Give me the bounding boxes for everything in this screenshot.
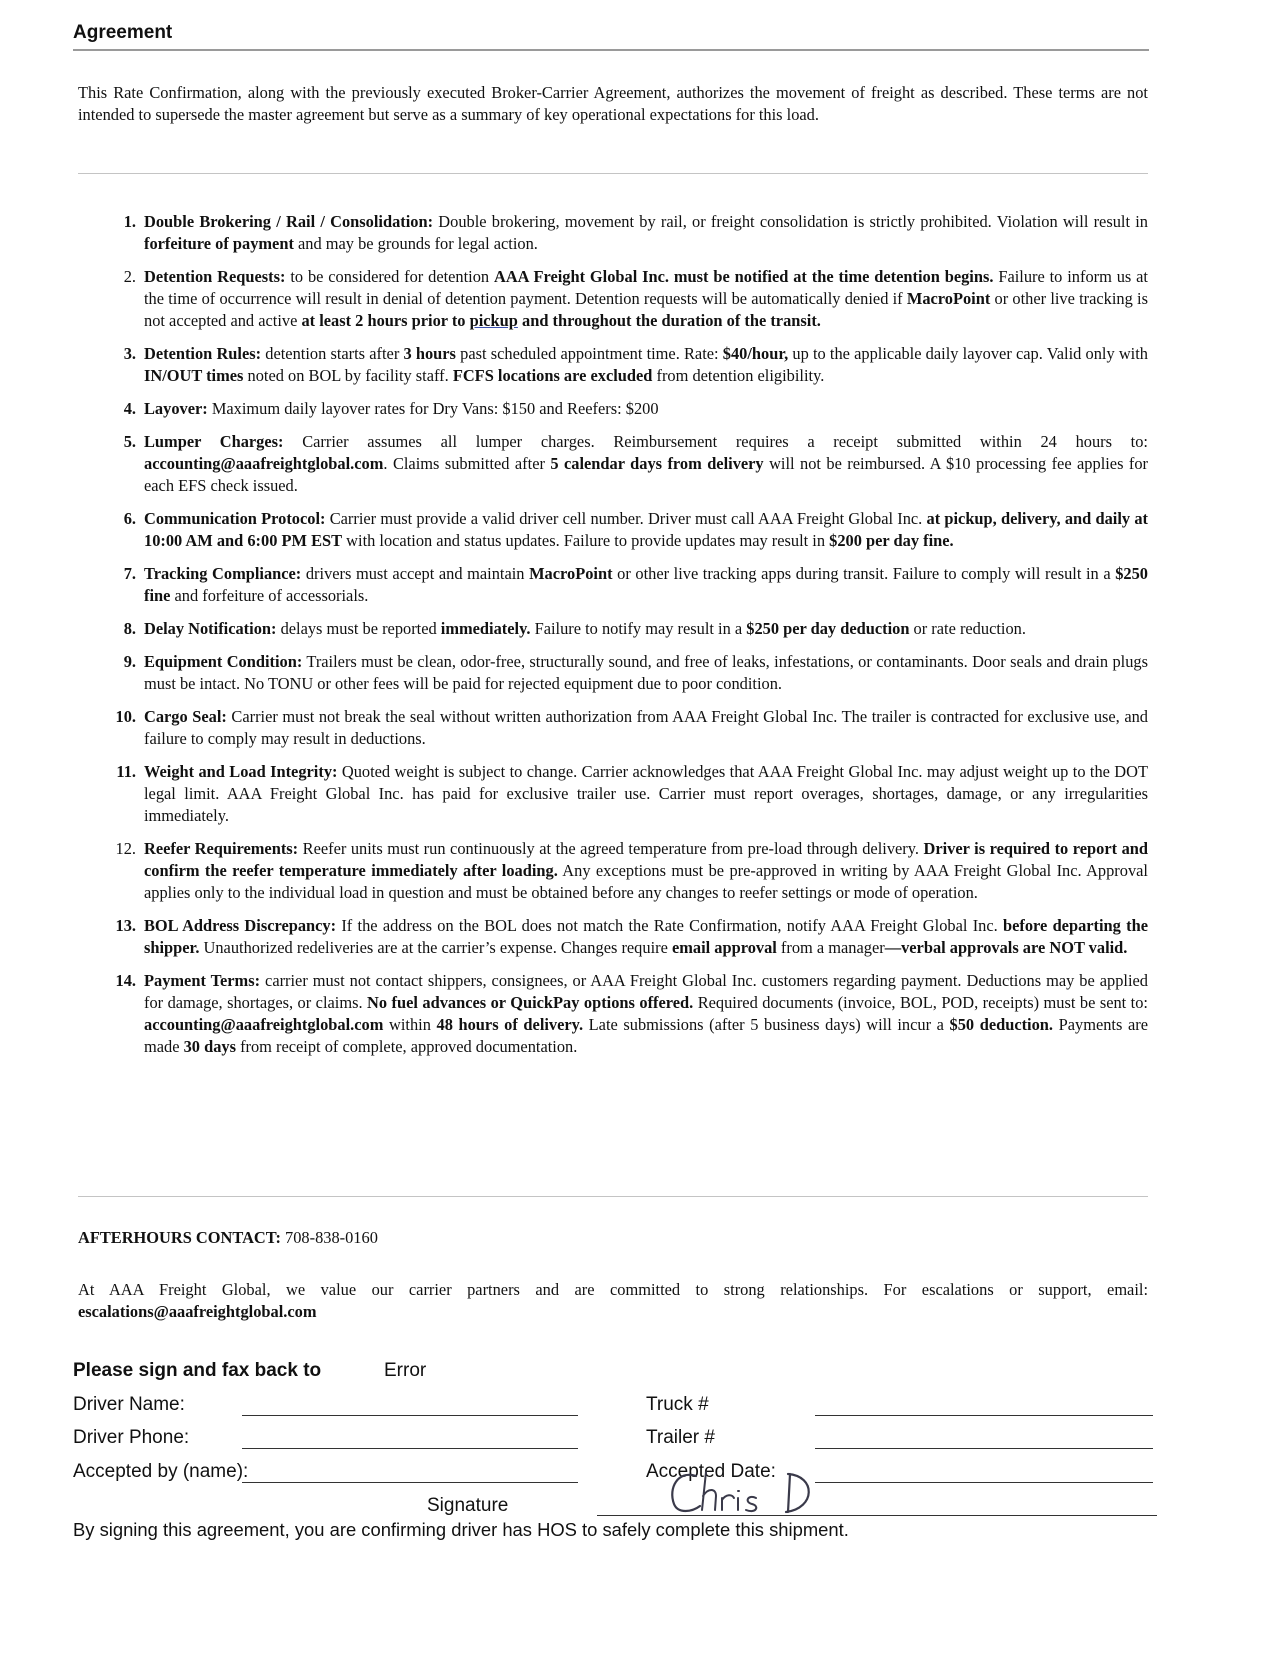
term-item: [104, 343, 1148, 387]
term-number: 12.: [115, 839, 136, 858]
term-text: from detention eligibility.: [652, 366, 825, 385]
term-text: Failure to inform us at the time of occurrence will result in denial of detention payment. Detention requests will be automatically denied if: [144, 267, 1148, 308]
term-text: Any exceptions must be pre-approved in writing by AAA Freight Global Inc. Approval applies only to the individual load in question and must be obtained before any changes to reefer settings or mode of operation.: [144, 861, 1148, 902]
term-number: 8.: [123, 619, 136, 638]
term-text: Unauthorized redeliveries are at the carrier’s expense. Changes require: [199, 938, 672, 957]
term-emphasis: BOL Address Discrepancy:: [144, 916, 337, 935]
divider: [78, 1196, 1148, 1197]
term-text: to be considered for detention: [285, 267, 494, 286]
term-text: If the address on the BOL does not match the Rate Confirmation, notify AAA Freight Global Inc.: [336, 916, 1003, 935]
term-emphasis: $50 deduction.: [949, 1015, 1054, 1034]
term-number: 6.: [123, 509, 136, 528]
term-emphasis: at least 2 hours prior to: [301, 311, 470, 330]
term-text: past scheduled appointment time. Rate:: [455, 344, 723, 363]
term-emphasis: Delay Notification:: [144, 619, 277, 638]
accepted-by-field[interactable]: [242, 1482, 578, 1483]
term-text: Required documents (invoice, BOL, POD, receipts) must be sent to:: [693, 993, 1148, 1012]
term-text: Maximum daily layover rates for Dry Vans: $150 and Reefers: $200: [207, 399, 659, 418]
term-emphasis: Tracking Compliance:: [144, 564, 302, 583]
term-number: 3.: [123, 344, 136, 363]
term-item: [104, 651, 1148, 695]
term-number: 5.: [123, 432, 136, 451]
accepted-date-field[interactable]: [815, 1482, 1153, 1483]
term-item: [104, 706, 1148, 750]
term-text: Carrier must not break the seal without written authorization from AAA Freight Global Inc. The trailer is contracted for exclusive use, and failure to comply may result in deductions.: [144, 707, 1148, 748]
intro-paragraph: This Rate Confirmation, along with the previously executed Broker-Carrier Agreement, authorizes the movement of freight as described. These terms are not intended to supersede the master agreement but serve as a summary of key operational expectations for this load.: [78, 83, 1148, 124]
term-emphasis: Reefer Requirements:: [144, 839, 299, 858]
term-emphasis: $40/hour,: [722, 344, 789, 363]
term-text: with location and status updates. Failure to provide updates may result in: [342, 531, 830, 550]
term-text: or other live tracking apps during transit. Failure to comply will result in a: [612, 564, 1116, 583]
term-text: Quoted weight is subject to change. Carrier acknowledges that AAA Freight Global Inc. may adjust weight up to the DOT legal limit. AAA Freight Global Inc. has paid for exclusive trailer use. Carrier must report overages, shortages, damage, or any irregularities immediately.: [144, 762, 1148, 825]
terms-list: [104, 211, 1148, 1069]
afterhours-contact: [78, 1228, 378, 1248]
term-text: and may be grounds for legal action.: [293, 234, 538, 253]
term-emphasis: 3 hours: [403, 344, 456, 363]
term-emphasis: Detention Requests:: [144, 267, 286, 286]
divider: [73, 49, 1149, 51]
term-emphasis: and throughout the duration of the transit.: [517, 311, 821, 330]
term-emphasis: email approval: [671, 938, 777, 957]
term-emphasis: $200 per day fine.: [829, 531, 954, 550]
term-text: or rate reduction.: [909, 619, 1026, 638]
term-text: within: [383, 1015, 437, 1034]
term-emphasis: Cargo Seal:: [144, 707, 227, 726]
term-emphasis: Detention Rules:: [144, 344, 262, 363]
term-emphasis: 30 days: [183, 1037, 236, 1056]
accepted-by-label: Accepted by (name):: [73, 1461, 249, 1482]
term-item: [104, 563, 1148, 607]
term-number: 14.: [115, 971, 136, 990]
afterhours-label: AFTERHOURS CONTACT:: [78, 1228, 281, 1247]
term-emphasis: 5 calendar days from delivery: [550, 454, 764, 473]
term-number: 2.: [123, 267, 136, 286]
term-item: [104, 970, 1148, 1058]
term-emphasis: accounting@aaafreightglobal.com: [144, 1015, 384, 1034]
term-emphasis: immediately.: [440, 619, 531, 638]
signature-handwriting: [666, 1466, 816, 1518]
term-text: Reefer units must run continuously at the agreed temperature from pre-load through delivery.: [298, 839, 924, 858]
term-text: Payments are made: [144, 1015, 1148, 1056]
term-emphasis: accounting@aaafreightglobal.com: [144, 454, 384, 473]
driver-name-field[interactable]: [242, 1415, 578, 1416]
term-emphasis: Lumper Charges:: [144, 432, 284, 451]
closing-paragraph: [78, 1279, 1148, 1323]
trailer-number-field[interactable]: [815, 1448, 1153, 1449]
trailer-label: Trailer #: [646, 1427, 715, 1448]
term-number: 7.: [123, 564, 136, 583]
term-emphasis: IN/OUT times: [144, 366, 244, 385]
escalations-email: escalations@aaafreightglobal.com: [78, 1302, 317, 1321]
term-item: [104, 211, 1148, 255]
truck-label: Truck #: [646, 1394, 709, 1415]
term-item: [104, 398, 1148, 420]
term-emphasis: FCFS locations are excluded: [452, 366, 653, 385]
term-emphasis: —verbal approvals are NOT valid.: [884, 938, 1128, 957]
term-number: 4.: [123, 399, 136, 418]
term-emphasis: AAA Freight Global Inc. must be notified at the time detention begins.: [494, 267, 994, 286]
term-number: 1.: [123, 212, 136, 231]
term-emphasis: Weight and Load Integrity:: [144, 762, 338, 781]
term-text: from a manager: [776, 938, 885, 957]
term-text: and forfeiture of accessorials.: [170, 586, 369, 605]
term-text: Trailers must be clean, odor-free, structurally sound, and free of leaks, infestations, or contaminants. Door seals and drain plugs must be intact. No TONU or other fees will be paid for rejected equipment due to poor condition.: [144, 652, 1148, 693]
term-text: Carrier must provide a valid driver cell number. Driver must call AAA Freight Global Inc.: [325, 509, 927, 528]
fax-number-value: Error: [384, 1360, 427, 1381]
term-emphasis: Double Brokering / Rail / Consolidation:: [144, 212, 434, 231]
term-emphasis: before departing the shipper.: [144, 916, 1148, 957]
term-number: 13.: [115, 916, 136, 935]
sign-fax-label: Please sign and fax back to: [73, 1360, 322, 1381]
term-emphasis: at pickup, delivery, and daily at 10:00 AM and 6:00 PM EST: [144, 509, 1148, 550]
truck-number-field[interactable]: [815, 1415, 1153, 1416]
term-underlined-word: pickup: [469, 311, 518, 330]
term-emphasis: Payment Terms:: [144, 971, 261, 990]
driver-phone-field[interactable]: [242, 1448, 578, 1449]
accepted-date-label: Accepted Date:: [646, 1461, 776, 1482]
term-text: Double brokering, movement by rail, or freight consolidation is strictly prohibited. Violation will result in: [433, 212, 1148, 231]
term-item: [104, 761, 1148, 827]
term-text: . Claims submitted after: [383, 454, 551, 473]
term-emphasis: No fuel advances or QuickPay options offered.: [367, 993, 694, 1012]
term-emphasis: Layover:: [144, 399, 208, 418]
section-title: Agreement: [73, 22, 173, 43]
term-emphasis: MacroPoint: [529, 564, 613, 583]
term-text: Carrier assumes all lumper charges. Reimbursement requires a receipt submitted within 24 hours to:: [283, 432, 1148, 451]
term-emphasis: 48 hours of delivery.: [436, 1015, 584, 1034]
driver-phone-label: Driver Phone:: [73, 1427, 190, 1448]
term-emphasis: Equipment Condition:: [144, 652, 303, 671]
term-item: [104, 431, 1148, 497]
term-text: up to the applicable daily layover cap. Valid only with: [788, 344, 1148, 363]
term-item: [104, 915, 1148, 959]
signature-label: Signature: [427, 1495, 509, 1516]
term-number: 10.: [115, 707, 136, 726]
driver-name-label: Driver Name:: [73, 1394, 185, 1415]
term-text: Failure to notify may result in a: [530, 619, 747, 638]
term-text: from receipt of complete, approved documentation.: [235, 1037, 578, 1056]
term-item: [104, 508, 1148, 552]
term-emphasis: $250 per day deduction: [746, 619, 910, 638]
hos-disclaimer: By signing this agreement, you are confirming driver has HOS to safely complete this shipment.: [73, 1519, 849, 1540]
term-text: detention starts after: [261, 344, 404, 363]
term-item: [104, 838, 1148, 904]
closing-text: At AAA Freight Global, we value our carrier partners and are committed to strong relationships. For escalations or support, email:: [78, 1280, 1148, 1299]
term-text: drivers must accept and maintain: [301, 564, 530, 583]
term-emphasis: Communication Protocol:: [144, 509, 326, 528]
term-text: will not be reimbursed. A $10 processing fee applies for each EFS check issued.: [144, 454, 1149, 495]
term-item: [104, 266, 1148, 332]
term-text: carrier must not contact shippers, consignees, or AAA Freight Global Inc. customers regarding payment. Deductions may be applied for damage, shortages, or claims.: [144, 971, 1148, 1012]
term-emphasis: forfeiture of payment: [144, 234, 294, 253]
term-emphasis: $250 fine: [144, 564, 1148, 605]
term-emphasis: MacroPoint: [906, 289, 991, 308]
term-text: noted on BOL by facility staff.: [243, 366, 453, 385]
term-text: or other live tracking is not accepted and active: [144, 289, 1148, 330]
term-emphasis: Driver is required to report and confirm the reefer temperature immediately after loading.: [144, 839, 1149, 880]
term-number: 11.: [116, 762, 136, 781]
afterhours-phone: 708-838-0160: [280, 1228, 378, 1247]
divider: [78, 173, 1148, 174]
term-item: [104, 618, 1148, 640]
term-number: 9.: [123, 652, 136, 671]
term-text: delays must be reported: [276, 619, 441, 638]
term-text: Late submissions (after 5 business days) will incur a: [583, 1015, 950, 1034]
